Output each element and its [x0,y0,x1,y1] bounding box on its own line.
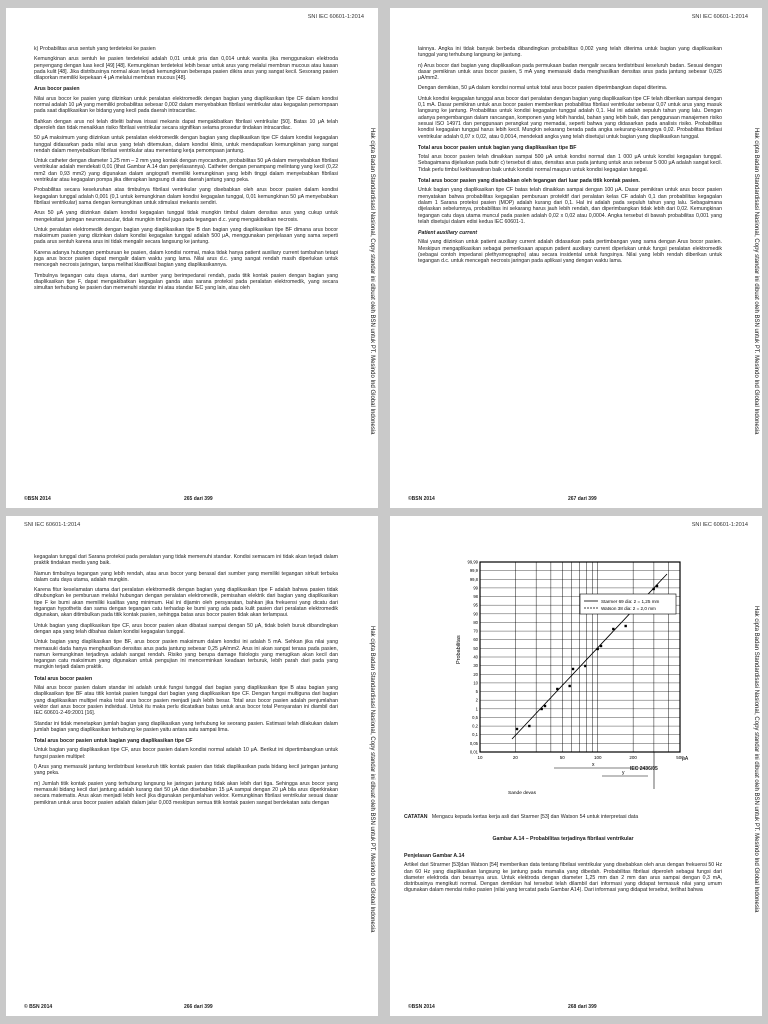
legend-label-2: Watson 38 dia: 2 = 2,0 mm [601,606,656,611]
page-number: 265 dari 399 [184,496,213,502]
paragraph: Untuk bagian yang diaplikasikan tipe CF batas telah dinaikkan sampai dengan 100 μA. Dasar pemikiran untuk arus bocor pasien menyatakan bahwa probabilitas kegagalan pemburuan protektif dari peralatan kelas CF adalah 0,1 dan probabilitas kegagalan dalam 1 Sarana proteksi pasien (MOP) adalah kurang dari 0,1. Hal ini adalah pada sepuluh tahun yang lalu. Sebagaimana dijelaskan sebelumnya, probabilitas ini sekarang harus jauh lebih rendah, dan diperimbangkan tidak lebih dari 0,02. Kemungkinan tegangan catu daya utama muncul pada pasien adalah 0,02 x 0,02 atau 0,0004. Angka tersebut di bawah probabilitas 0,001 yang telah disetujui dalam edisi kedua IEC 60601-1. [418,187,722,225]
note-text: Mengacu kepada kertas kerja asli dari Starmer [53] dan Watson 54 untuk interpretasi data [431,814,639,820]
footer-org: ©BSN 2014 [24,496,51,502]
paragraph: Standar ini tidak menetapkan jumlah bagian yang diaplikasikan yang terhubung ke seorang pasien. Estimasi telah dilakukan dalam jumlah bagian yang diaplikasikan terhubung ke pasien yaitu antara satu sampai lima. [34,720,338,733]
x-tick-label: 500 [676,755,684,760]
paragraph: Bahkan dengan arus nol telah diteliti bahwa irisasi mekanis dapat mengakibatkan fibrilasi ventrikular [50]. Batas 10 μA telah diperoleh dan tidak menaikkan risiko fibrilasi ventrikular secara signifikan selama prosedur tindakan intracardiac. [34,118,338,131]
page-footer [408,1004,722,1010]
copyright-watermark: Hak cipta Badan Standardisasi Nasional, Copy standar ini dibuat oleh BSN untuk PT. Mesindo Ind Global Indonesia [753,606,759,913]
page-number: 266 dari 399 [184,1004,213,1010]
section-heading: Total arus bocor pasien [34,675,93,682]
y-tick-label: 30 [473,663,478,669]
page-header: SNI IEC 60601-1:2014 [24,522,81,528]
footer-org: ©BSN 2014 [408,1004,435,1010]
paragraph: Nilai yang diizinkan untuk patient auxiliary current adalah didasarkan pada pertimbangan yang sama dengan Arus bocor pasien. Meskipun mengaplikasikan sebagai pemeriksaan apapun patient auxiliary current diperlukan untuk fungsi peralatan elektromedik (sebagai contoh impedansi plethysmographs) atau secara insidental untuk fungsinya. Nilai yang lebih rendah diberikan untuk tegangan d.c. untuk mencegah necrosis jaringan pada aplikasi yang dengan waktu lama. [418,239,722,265]
paragraph: Untuk kondisi kegagalan tunggal arus bocor dari peralatan dengan bagian yang diaplikasikan tipe CF telah diberikan sampai dengan 0,1 mA. Dasar pemikiran untuk arus bocor pasien memberikan probabilitas fibrilasi ventrikular sebesar 0,07 untuk arus yang masuk langsung ke jantung. Probabilitas untuk kondisi kegagalan tunggal adalah 0,1. Hal ini adalah sepuluh tahun yang lalu. Dengan adanya pengembangan dalam rancangan, komponen yang lebih handal, bahan yang lebih baik, dan penggunaan manajemen risiko sesuai ISO 14971 dan penggunaan perangkat yang memadai, seperti bahwa yang didasarkan pada analisis risiko. Probabilitas kondisi kegagalan tunggal harus lebih kecil. Mungkin sekarang berada pada angka sekurang-kurangnya 0,02. Probabilitas fibrilasi ventrikular adalah 0,07 x 0,02, atau 0,0014, mendekati angka yang telah disetujui untuk bagian yang diaplikasikan tunggal. [418,95,722,140]
legend-box [580,594,676,614]
page-body [418,46,722,269]
y-tick-label: 90 [473,611,478,617]
figure-note [404,814,722,820]
paragraph: Nilai arus bocor ke pasien yang diizinkan untuk peralatan elektromedik dengan bagian yang diaplikasikan tipe CF dalam kondisi normal adalah 10 μA yang memiliki probabilitas sebesar 0,002 dalam menyebabkan fibrilasi ventrikular atau kegagalan pemompaan pada saat diaplikasikan ke bidang yang kecil pada daerah intracardiac. [34,95,338,115]
footer-org: ©BSN 2014 [408,496,435,502]
figure-sub-label: Sande devas [508,791,537,796]
y-tick-label: 0,01 [469,749,478,755]
paragraph: Nilai arus bocor pasien dalam standar ini adalah untuk fungsi tunggal dari bagian yang diaplikasikan tipe B atau bagian yang diaplikasikan tipe BF atau titik kontak pasien tunggal dari bagian yang diaplikasikan tipe CF. Dengan fungsi multiguna dari bagian yang diaplikasikan multipel maka total arus bocor pasien menjadi jauh lebih besar. Total arus bocor pasien adalah penjumlahan vektor dari arus bocor pasien individual. Untuk itu maka perlu dicatatkan batas untuk arus bocor total Persyaratan ini diambil dari IEC 60601-2-49:2001 [16]. [34,685,338,717]
paragraph: Karena fitur keselamatan utama dari peralatan elektromedik dengan bagian yang diaplikasikan tipe F adalah bahwa pasien tidak dihubungkan ke pemburuan melalui hubungan dengan peralatan elektromedik, pemisahan elektrik dari bagian yang diaplikasikan tipe F ke bumi akan memiliki kualitas yang minimum. Hal ini dijamin oleh persyaratan, bahkan jika frekuensi yang dicatu dari tegangan hypothetis dan sama dengan tegangan catu terhadap ke bumi yang ada pada kulit pasien dari peralatan elektromedik digunakan, akan ditimbulkan pada titik kontak pasien, sehingga batas arus bocor pasien tidak akan terlampaui. [34,587,338,619]
page-number: 268 dari 399 [568,1004,597,1010]
document-page-267 [390,8,762,508]
footer-org: © BSN 2014 [24,1004,53,1010]
section-heading: Patient auxiliary current [418,230,478,237]
section-heading: Total arus bocor pasien yang disebabkan oleh tegangan dari luar pada titik kontak pasien. [418,178,640,185]
list-item-l: l) Arus yang memasuki jantung terdistribusi keseluruh titik kontak pasien dan tidak diaplikasikan pada bidang kecil jaringan jantung yang peka. [34,764,338,777]
paragraph: 50 μA maksimum yang diizinkan untuk peralatan elektromedik dengan bagian yang diaplikasikan tipe CF dalam kondisi kegagalan tunggal didasarkan pada nilai arus yang telah ditemukan, dalam kondisi klinis, untuk mendapatkan kemungkinan yang sangat rendah dalam menyebabkan fibrilasi ventrikular atau menentang kerja pemompaan jantung. [34,135,338,154]
list-item-n: n) Arus bocor dari bagian yang diaplikasikan pada permukaan badan mengalir secara terdistribusi keseluruh badan. Sesuai dengan dasar pemikiran untuk arus bocor pasien, 5 mA yang memasuki dada menghasilkan densitas arus pada jantung sebesar 0,025 μA/mm2. [418,62,722,82]
paragraph: Probabilitas secara keseluruhan atas timbulnya fibrilasi ventrikular yang disebabkan oleh arus bocor pasien dalam kondisi kegagalan tunggal adalah 0,001 (0,1 untuk kemungkinan dalam kondisi kegagalan tunggal, 0,01 kemungkinan 50 μA menyebabkan fibrilasi ventrikular) sama dengan kemungkinan untuk stimulasi mekanis sendiri. [34,187,338,206]
data-point [572,668,574,670]
x-tick-label: 10 [477,755,483,760]
y-axis-label: Probabilitas [456,635,462,664]
page-body [34,46,338,296]
y-tick-label: 99 [473,585,478,591]
legend-label-1: Starmer 69 dia: 2 = 1,25 mm [601,599,660,604]
copyright-watermark: Hak cipta Badan Standardisasi Nasional, Copy standar ini dibuat oleh BSN untuk PT. Mesindo Ind Global Indonesia [369,626,375,933]
section-heading: Penjelasan Gambar A.14 [404,853,465,859]
y-tick-label: 2 [475,697,478,703]
data-point [624,625,626,627]
paragraph: kegagalan tunggal dari Sarana proteksi pada peralatan yang tidak memenuhi standar. Kondisi semacam ini tidak akan terjadi dalam praktik tindakan medis yang baik. [34,554,338,567]
data-point [568,685,570,687]
page-number: 267 dari 399 [568,496,597,502]
paragraph: lainnya. Angka ini tidak banyak berbeda dibandingkan probabilitas 0,002 yang telah diterima untuk bagian yang diaplikasikan tunggal yang terhubung langsung ke jantung. [418,46,722,59]
y-tick-label: 99,99 [467,559,478,565]
x-tick-label: 100 [593,755,602,760]
page-footer [408,496,722,502]
list-item-m: m) Jumlah titik kontak pasien yang terhubung langsung ke jaringan jantung tidak akan lebih dari tiga. Sehingga arus bocor yang memasuki bidang kecil dari jantung adalah kurang dari 50 μA dan disebabkan 15 μA sampai dengan 20 μA bila arus diperkirakan secara matematis. Arus akan menjadi lebih kecil jika digunakan penjumlahan vektor. Kemungkinan fibrilasi ventrikular sesuai dasar pemikiran untuk arus bocor pasien adalah dalam jalur 0,003 meskipun semua titik kontak pasien sangat berdekatan satu dengan [34,780,338,806]
paragraph: Namun timbulnya tegangan yang lebih rendah, atau arus bocor yang berasal dari sumber yang memiliki tegangan sirkuit terbuka dalam catu daya utama, adalah mungkin. [34,570,338,583]
x-tick-labels [477,755,684,760]
probability-plot [442,554,712,804]
page-header: SNI IEC 60601-1:2014 [691,14,748,20]
y-tick-label: 70 [473,628,478,634]
section-heading: Total arus bocor pasien untuk bagian yang diaplikasikan tipe BF [418,144,577,151]
y-tick-label: 0,05 [469,740,478,746]
data-point [584,665,586,667]
page-header: SNI IEC 60601-1:2014 [307,14,364,20]
y-tick-label: 60 [473,637,478,643]
list-item-k: k) Probabilitas arus sentuh yang terdeteksi ke pasien [34,46,156,52]
paragraph: Kemungkinan arus sentuh ke pasien terdeteksi adalah 0,01 untuk pria dan 0,014 untuk wanita jika menggunakan elektroda penyengang dengan luas kecil [49] [48]. Kemungkinan terdeteksi lebih besar untuk arus yang melalui membran mucous atau luasan pada kulit [48]. Jika distribusinya normal akan terjadi kemungkinan beberapa pasien dikira arus yang sangat kecil. Sesorang pasien dilaporkan memiliki kepekaan 4 μA melalui membran mucous [48]. [34,56,338,82]
y-tick-label: 0,1 [472,732,478,738]
y-tick-label: 40 [473,654,478,660]
note-label: CATATAN [404,814,428,820]
y-tick-label: 50 [473,645,478,651]
y-tick-label: 0,2 [472,723,478,729]
paragraph: Arus 50 μA yang diizinkan dalam kondisi kegagalan tunggal tidak mungkin timbul dalam densitas arus yang cukup untuk mengeksitasi jaringan neuromuscular, tidak mungkin timbul juga pada tegangan d.c. yang mengakibatkan necrosis. [34,210,338,223]
figure-caption: Gambar A.14 – Probabilitas terjadinya fibrilasi ventrikular [492,836,634,842]
y-tick-label: 98 [473,594,478,600]
paragraph: Untuk peralatan elektromedik dengan bagian yang diaplikasikan tipe B dan bagian yang diaplikasikan tipe BF dimana arus bocor maksimum pasien yang diizinkan dalam kondisi kegagalan tunggal adalah 500 μA, menggunakan penjelasan yang sama seperti pada arus sentuh karena arus ini tidak mengalir secara langsung ke jantung. [34,226,338,246]
y-tick-labels [468,560,479,755]
figure-explanation [404,848,722,894]
y-tick-label: 5 [475,689,478,695]
x-axis-unit: μA [682,756,689,762]
paragraph: Karena adanya hubungan pemburuan ke pasien, dalam kondisi normal, maka tidak hanya patient auxiliary current tambahan tetapi juga arus bocor pasien dapat mengalir dalam waktu yang lama. Nilai arus d.c. yang sangat rendah masih diperlukan untuk mencegah necrosis jaringan, tanpa melihat klasifikasi bagian yang diaplikasikannya. [34,249,338,269]
copyright-watermark: Hak cipta Badan Standardisasi Nasional, Copy standar ini dibuat oleh BSN untuk PT. Mesindo Ind Global Indonesia [753,128,759,435]
y-tick-label: 95 [473,602,478,608]
paragraph: Untuk bagian yang diaplikasikan tipe BF, arus bocor pasien maksimum dalam kondisi ini adalah 5 mA. Sehkan jika nilai yang memasuki dada hanya menghasilkan densitas arus pada jantung sebesar 0,25 μA/mm2. Arus ini akan sangat terasa pada pasien, namun kemungkinan terjadinya adalah sangat rendah. Risiko yang berupa damage fisiologis yang merugikan akan kecil dan tegangan catu maksimum yang digunakan untuk pengujian ini mencerminkan keadaan terburuk, lebih parah dari pada yang mungkin terjadi dalam praktik. [34,639,338,671]
figure-a14 [442,554,712,804]
paragraph: Untuk bagian yang diaplikasikan tipe CF, arus bocor pasien dalam kondisi normal adalah 10 μA. Berikut ini dipertimbangkan untuk fungsi pasien multipel: [34,747,338,760]
figure-id: IEC 2436/05 [630,766,658,772]
y-tick-label: 1 [475,706,478,712]
y-tick-label: 10 [473,680,478,686]
x-tick-label: 20 [512,755,518,760]
document-page-268 [390,516,762,1016]
page-footer [24,496,338,502]
section-heading: Total arus bocor pasien untuk bagian yang diaplikasikan tipe CF [34,738,193,745]
paragraph: Untuk bagian yang diaplikasikan tipe CF, arus bocor pasien akan dibatasi sampai dengan 50 μA, tidak boleh buruk dibandingkan dengan apa yang telah dibahas dalam kondisi kegagalan tunggal. [34,622,338,635]
data-point [528,725,530,727]
arrow-x-label: x [592,762,595,768]
x-tick-label: 200 [629,755,637,760]
paragraph: Dengan demikian, 50 μA dalam kondisi normal untuk total arus bocor pasien diperimbangkan dapat diterima. [418,85,668,92]
paragraph: Untuk catheter dengan diameter 1,25 mm – 2 mm yang kontak dengan myocardium, probabilitas 50 μA dalam menyebabkan fibrilasi ventrikular adalah mendekati 0,01 (lihat Gambar A.14 dan penjelasannya). Catheter dengan penampang melintang yang kecil (0,22 mm2 dan 0,93 mm2) yang digunakan dalam angiografi memiliki kemungkinan yang lebih tinggi dalam menyebabkan fibrilasi ventrikular atau kegagalan pompa jika diterapkan langsung di atas daerah jantung yang peka. [34,158,338,184]
page-footer [24,1004,338,1010]
y-tick-label: 99,8 [469,576,478,582]
paragraph: Total arus bocor pasien telah dinaikkan sampai 500 μA untuk kondisi normal dan 1 000 μA untuk kondisi kegagalan tunggal. Sebagaimana dijelaskan pada butir c) tersebut di atas, densitas arus pada jantung untuk arus sebesar 5 000 μA adalah sangat kecil. Tidak perlu timbul kekhawatiran baik untuk kondisi normal maupun untuk kondisi kegagalan tunggal. [418,154,722,173]
paragraph: Artikel dari Strarmer [53]dan Watson [54] memberikan data tentang fibrilasi ventrikular yang disebabkan oleh arus dengan frekuensi 50 Hz dan 60 Hz yang diaplikasikan langsung ke jantung pada mamalia yang dibedah. Probabilitas fibrilasi diperoleh sebagai fungsi dari diameter elektroda dan besarnya arus. Untuk elektroda dengan diameter 1,25 mm dan 2 mm dan arus sampai dengan 0,3 mA, distribusinya mengikuti normal. Dengan demikian hal tersebut telah dilambil dari informasi yang didapat termasuk nilai yang umum digunakan dalam mendai risiko pasien (nilai yang tercatat pada Gambar A14). Dari informasi yang didapat tersebut, terlihat bahwa [404,862,722,894]
y-tick-label: 0,5 [472,714,478,720]
x-tick-label: 50 [559,755,565,760]
document-page-266 [6,516,378,1016]
section-heading: Arus bocor pasien [34,86,80,93]
paragraph: Timbulnya tegangan catu daya utama, dari sumber yang berimpedansi rendah, pada titik kontak pasien dengan bagian yang diaplikasikan tipe F, dapat mengakibatkan kegagalan ganda atas sarana proteksi pada peralatan elektromedik, yang secara simultan terhubung ke pasien dan memenuhi standar ini atau standar IEC yang lain, atau oleh [34,272,338,292]
copyright-watermark: Hak cipta Badan Standardisasi Nasional, Copy standar ini dibuat oleh BSN untuk PT. Mesindo Ind Global Indonesia [369,128,375,435]
arrow-y-label: y [622,770,625,776]
y-tick-label: 80 [473,619,478,625]
document-page-265 [6,8,378,508]
data-point [516,728,518,730]
y-tick-label: 20 [473,671,478,677]
page-body [34,554,338,810]
page-header: SNI IEC 60601-1:2014 [691,522,748,528]
y-tick-label: 99,9 [469,568,478,574]
